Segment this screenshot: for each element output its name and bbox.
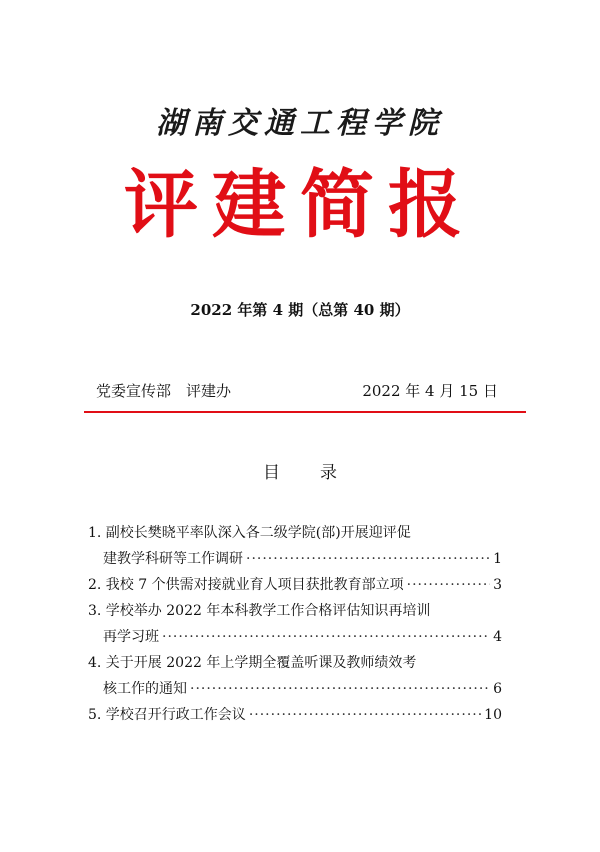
toc-page-number: 1 — [493, 551, 502, 567]
toc-item-4-cont[interactable] — [88, 676, 502, 702]
publish-date: 2022 年 4 月 15 日 — [362, 382, 498, 400]
toc-page-number: 3 — [493, 577, 502, 593]
toc-item-3-cont[interactable] — [88, 624, 502, 650]
toc-item-text: 3. 学校举办 2022 年本科教学工作合格评估知识再培训 — [88, 603, 431, 619]
issue-number: 2022 年第 4 期（总第 40 期） — [190, 301, 410, 319]
leader-dots — [246, 546, 490, 572]
masthead-title: 评建简报 — [124, 162, 476, 248]
leader-dots — [407, 572, 490, 598]
toc-item-text: 2. 我校 7 个供需对接就业育人项目获批教育部立项 — [88, 577, 404, 593]
leader-dots — [249, 702, 481, 728]
toc-page-number: 4 — [493, 629, 502, 645]
toc-item-text: 4. 关于开展 2022 年上学期全覆盖听课及教师绩效考 — [88, 655, 417, 671]
toc-page-number: 6 — [493, 681, 502, 697]
school-name: 湖南交通工程学院 — [156, 106, 444, 141]
table-of-contents — [88, 520, 502, 728]
toc-item-text: 再学习班 — [103, 629, 159, 645]
toc-item-2[interactable] — [88, 572, 502, 598]
toc-item-1[interactable] — [88, 520, 502, 546]
toc-item-1-cont[interactable] — [88, 546, 502, 572]
department-label: 党委宣传部 评建办 — [96, 382, 232, 400]
toc-page-number: 10 — [484, 707, 502, 723]
toc-item-text: 5. 学校召开行政工作会议 — [88, 707, 246, 723]
toc-item-4[interactable] — [88, 650, 502, 676]
toc-title: 目录 — [263, 463, 377, 483]
toc-item-text: 1. 副校长樊晓平率队深入各二级学院(部)开展迎评促 — [88, 525, 411, 541]
leader-dots — [190, 676, 490, 702]
toc-item-text: 建教学科研等工作调研 — [103, 551, 243, 567]
toc-item-5[interactable] — [88, 702, 502, 728]
leader-dots — [162, 624, 490, 650]
toc-item-text: 核工作的通知 — [103, 681, 187, 697]
red-divider — [84, 411, 526, 413]
toc-item-3[interactable] — [88, 598, 502, 624]
